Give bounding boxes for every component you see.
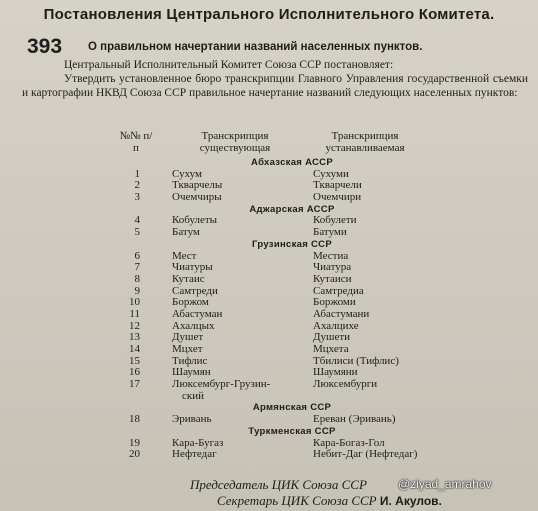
existing-name: Сухум	[172, 167, 202, 180]
established-name: Сухуми	[313, 167, 349, 180]
established-name: Боржоми	[313, 296, 356, 309]
established-name: Местиа	[313, 249, 349, 262]
intro-paragraph-1: Центральный Исполнительный Комитет Союза ССР постановляет:	[64, 59, 394, 71]
row-number: 16	[129, 366, 140, 379]
column-header-existing: Транскрипция существующая	[199, 130, 271, 154]
row-number: 2	[134, 179, 140, 192]
region-heading: Грузинская ССР	[252, 238, 332, 250]
established-name: Тбилиси (Тифлис)	[313, 354, 399, 367]
existing-name: Боржом	[172, 296, 209, 309]
existing-name: Кутаис	[172, 272, 205, 285]
region-heading: Армянская ССР	[252, 402, 332, 414]
secretary-title: Секретарь ЦИК Союза ССР	[217, 493, 377, 508]
established-name: Батуми	[313, 226, 347, 239]
region-heading: Аджарская АССР	[249, 203, 335, 215]
row-number: 8	[134, 272, 140, 285]
established-name: Кобулети	[313, 214, 357, 227]
table-row-continuation	[0, 391, 538, 403]
table-row	[0, 251, 538, 263]
existing-name-continuation: ский	[182, 389, 204, 402]
decree-number: 393	[27, 35, 63, 58]
existing-name: Очемчиры	[172, 191, 222, 204]
established-name: Шаумяни	[313, 366, 358, 379]
row-number: 5	[134, 226, 140, 239]
table-row	[0, 449, 538, 461]
column-header-number: №№ п/п	[119, 130, 153, 154]
place-names-table	[0, 157, 538, 461]
existing-name: Люксембург-Грузин-	[172, 378, 271, 391]
row-number: 9	[134, 284, 140, 297]
row-number: 12	[129, 319, 140, 332]
existing-name: Тифлис	[172, 354, 208, 367]
table-row	[0, 309, 538, 321]
existing-name: Мест	[172, 249, 197, 262]
existing-name: Шаумян	[172, 366, 211, 379]
row-number: 13	[129, 331, 140, 344]
row-number: 1	[134, 167, 140, 180]
established-name: Небит-Даг (Нефтедаг)	[313, 448, 418, 461]
established-name: Кутаиси	[313, 272, 352, 285]
established-name: Самтредиа	[313, 284, 364, 297]
existing-name: Эривань	[172, 413, 212, 426]
table-row	[0, 297, 538, 309]
table-row	[0, 356, 538, 368]
intro-paragraph-2: Утвердить установленное бюро транскрипции Главного Управления государственной съемки и картографии НКВД Союза ССР правильное начертание названий следующих населенных пунктов:	[22, 73, 528, 99]
established-name: Абастумани	[313, 307, 370, 320]
row-number: 14	[129, 343, 140, 355]
established-name: Мцхета	[313, 343, 349, 355]
signature-secretary	[217, 493, 442, 509]
established-name: Ереван (Эривань)	[313, 413, 396, 426]
table-row	[0, 274, 538, 286]
region-heading: Абхазская АССР	[251, 157, 333, 168]
existing-name: Ткварчелы	[172, 179, 223, 192]
table-row	[0, 286, 538, 298]
established-name: Люксембурги	[313, 378, 378, 391]
table-row	[0, 227, 538, 239]
established-name: Душети	[313, 331, 351, 344]
decree-subject: О правильном начертании названий населенных пунктов.	[88, 41, 423, 53]
existing-name: Кобулеты	[172, 214, 218, 227]
existing-name: Чиатуры	[172, 261, 213, 274]
established-name: Ткварчели	[313, 179, 362, 192]
table-row	[0, 169, 538, 181]
existing-name: Мцхет	[172, 343, 203, 355]
row-number: 19	[129, 436, 140, 449]
existing-name: Самтреди	[172, 284, 218, 297]
established-name: Кара-Богаз-Гол	[313, 436, 385, 449]
table-row	[0, 332, 538, 344]
row-number: 7	[134, 261, 140, 274]
page-title: Постановления Центрального Исполнительного Комитета.	[43, 6, 495, 23]
existing-name: Кара-Бугаз	[172, 436, 224, 449]
row-number: 4	[134, 214, 140, 227]
region-heading: Туркменская ССР	[248, 425, 336, 437]
row-number: 3	[134, 191, 140, 204]
table-row	[0, 438, 538, 450]
table-row	[0, 215, 538, 227]
row-number: 11	[129, 307, 140, 320]
row-number: 6	[134, 249, 140, 262]
table-row	[0, 262, 538, 274]
table-row	[0, 192, 538, 204]
secretary-name: И. Акулов.	[379, 494, 442, 508]
column-header-established: Транскрипция устанавливаемая	[325, 130, 405, 154]
row-number: 10	[129, 296, 140, 309]
existing-name: Душет	[172, 331, 204, 344]
row-number: 17	[129, 378, 140, 391]
table-row	[0, 379, 538, 391]
watermark-handle: @ziyad_amrahov	[398, 477, 492, 491]
row-number: 15	[129, 354, 140, 367]
signature-chairman: Председатель ЦИК Союза ССР	[190, 477, 367, 492]
row-number: 18	[129, 413, 140, 426]
established-name: Очемчири	[313, 191, 362, 204]
decree-intro	[22, 58, 528, 100]
established-name: Ахалцихе	[313, 319, 359, 332]
table-row	[0, 180, 538, 192]
existing-name: Абастуман	[172, 307, 223, 320]
table-row	[0, 414, 538, 426]
table-row	[0, 344, 538, 356]
row-number: 20	[129, 448, 140, 461]
existing-name: Ахалцых	[172, 319, 215, 332]
existing-name: Батум	[172, 226, 200, 239]
table-row	[0, 321, 538, 333]
established-name: Чиатура	[313, 261, 352, 274]
existing-name: Нефтедаг	[172, 448, 217, 461]
